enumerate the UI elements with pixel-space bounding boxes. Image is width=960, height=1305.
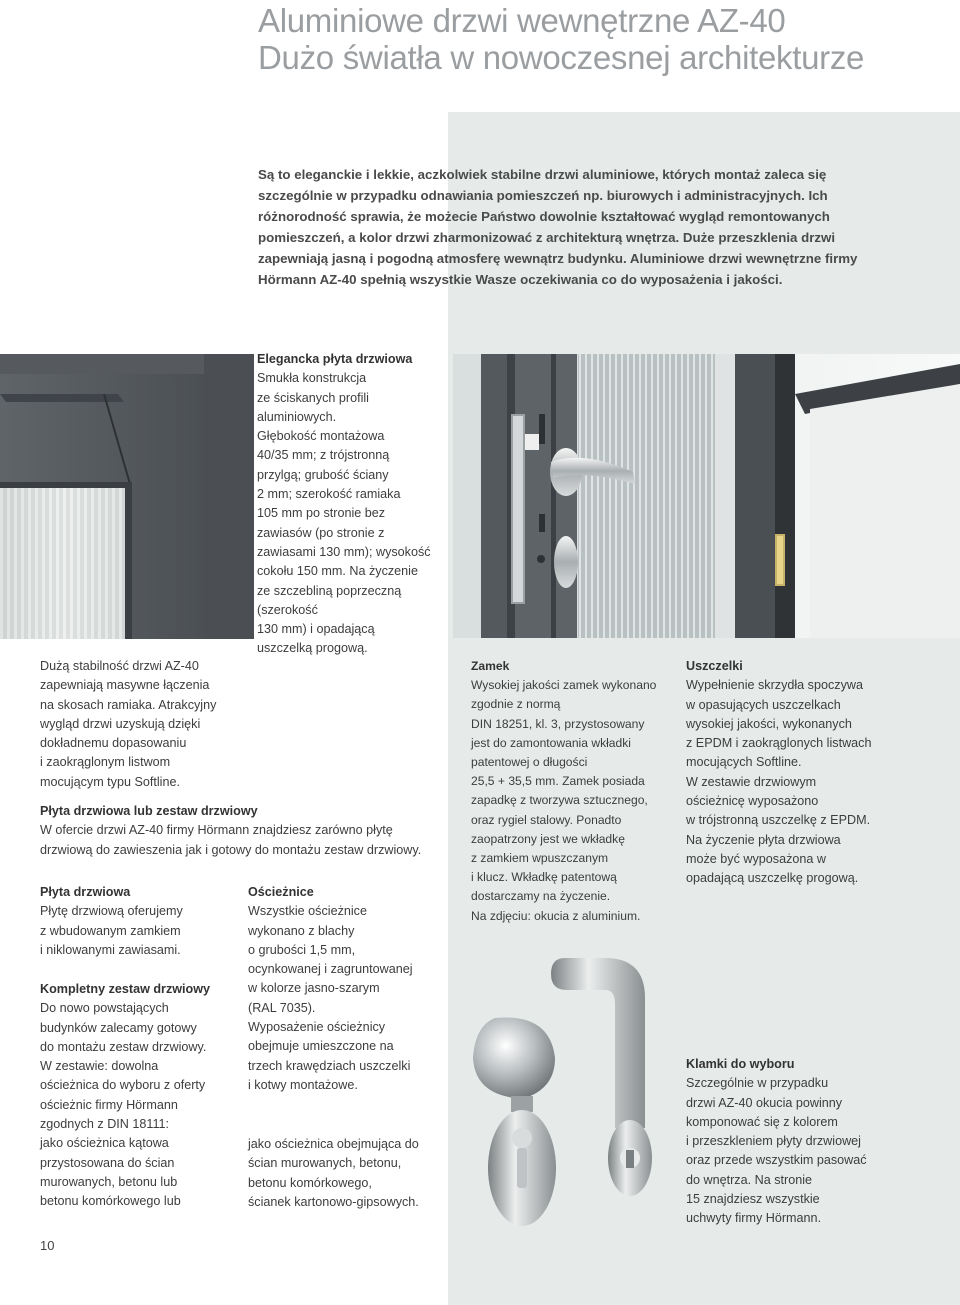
oscieznice-continued (248, 1135, 453, 1212)
title-line-1: Aluminiowe drzwi wewnętrzne AZ-40 (258, 2, 786, 39)
uszczelki-line: z EPDM i zaokrąglonych listwach (686, 736, 872, 751)
stabilnosc-caption (40, 657, 245, 792)
uszczelki-line: W zestawie drzwiowym (686, 774, 817, 789)
zamek-line: Wysokiej jakości zamek wykonano (471, 678, 657, 693)
oscieznice-line: (RAL 7035). (248, 1000, 316, 1015)
zamek-line: zaopatrzony jest we wkładkę (471, 831, 625, 846)
zamek-line: i klucz. Wkładkę patentową (471, 870, 617, 885)
kompletny-line: ościeżnic firmy Hörmann (40, 1097, 178, 1112)
oscieznice-line: Wszystkie ościeżnice (248, 904, 367, 919)
zamek-line: patentowej o długości (471, 755, 588, 770)
elegancka-line: zawiasów (po stronie z (257, 525, 385, 540)
elegancka-line: cokołu 150 mm. Na życzenie (257, 564, 418, 579)
klamki-line: komponować się z kolorem (686, 1114, 838, 1129)
uszczelki-line: w trójstronną uszczelkę z EPDM. (686, 813, 871, 828)
zestaw-line: W ofercie drzwi AZ-40 firmy Hörmann znajdziesz zarówno płytę (40, 823, 393, 838)
uszczelki-section (686, 657, 896, 889)
uszczelki-line: Wypełnienie skrzydła spoczywa (686, 678, 863, 693)
plyta-section (40, 883, 240, 960)
klamki-line: do wnętrza. Na stronie (686, 1172, 812, 1187)
zamek-line: 25,5 + 35,5 mm. Zamek posiada (471, 774, 645, 789)
stabilnosc-line: wygląd drzwi uzyskują dzięki (40, 716, 201, 731)
kompletny-line: przystosowana do ścian (40, 1155, 175, 1170)
zamek-line: z zamkiem wpuszczanym (471, 851, 609, 866)
elegancka-line: (szerokość (257, 602, 318, 617)
zamek-heading: Zamek (471, 659, 510, 673)
klamki-section (686, 1055, 896, 1229)
elegancka-line: przylgą; grubość ściany (257, 467, 389, 482)
uszczelki-heading: Uszczelki (686, 659, 743, 673)
intro-paragraph: Są to eleganckie i lekkie, aczkolwiek stabilne drzwi aluminiowe, których montaż zaleca się szczególnie w przypadku odnawiania pomieszczeń np. biurowych i administracyjnych. Ich różnorodność sprawia, że możecie Państwo dowolnie kształtować wygląd remontowanych pomieszczeń, a kolor drzwi zharmonizować z architekturą wnętrza. Duże przeszklenia drzwi zapewniają jasną i pogodną atmosferę wewnątrz budynku. Aluminiowe drzwi wewnętrzne firmy Hörmann AZ-40 spełnią wszystkie Wasze oczekiwania co do wyposażenia i jakości. (258, 167, 858, 287)
kompletny-line: do montażu zestaw drzwiowy. (40, 1039, 207, 1054)
kompletny-line: jako ościeżnica kątowa (40, 1136, 169, 1151)
zamek-line: Na zdjęciu: okucia z aluminium. (471, 908, 641, 923)
zamek-line: dostarczamy na życzenie. (471, 889, 611, 904)
kompletny-line: budynków zalecamy gotowy (40, 1020, 197, 1035)
elegancka-line: Głębokość montażowa (257, 429, 385, 444)
frame-hinge-photo (715, 354, 960, 638)
elegancka-heading: Elegancka płyta drzwiowa (257, 352, 413, 366)
plyta-line: i niklowanymi zawiasami. (40, 942, 181, 957)
oscieznice-line: wykonano z blachy (248, 923, 355, 938)
klamki-line: i przeszkleniem płyty drzwiowej (686, 1134, 861, 1149)
kompletny-section (40, 980, 240, 1212)
plyta-line: z wbudowanym zamkiem (40, 923, 181, 938)
zestaw-heading: Płyta drzwiowa lub zestaw drzwiowy (40, 804, 258, 818)
kompletny-line: ościeżnica do wyboru z oferty (40, 1078, 206, 1093)
elegancka-plyta-section (257, 350, 457, 659)
elegancka-line: uszczelką progową. (257, 641, 368, 656)
kompletny-line: W zestawie: dowolna (40, 1059, 159, 1074)
klamki-line: drzwi AZ-40 okucia powinny (686, 1095, 843, 1110)
page-title (258, 2, 864, 76)
door-frame-corner-photo (0, 354, 254, 639)
zamek-line: oraz rygiel stalowy. Ponadto (471, 812, 622, 827)
elegancka-line: ze szczebliną poprzeczną (257, 583, 402, 598)
oscieznice-line: trzech krawędziach uszczelki (248, 1058, 411, 1073)
oscieznice-line: betonu komórkowego, (248, 1175, 372, 1190)
elegancka-line: aluminiowych. (257, 409, 337, 424)
stabilnosc-line: Dużą stabilność drzwi AZ-40 (40, 659, 199, 673)
oscieznice-line: ścianek kartonowo-gipsowych. (248, 1194, 419, 1209)
klamki-line: Szczególnie w przypadku (686, 1076, 829, 1091)
elegancka-line: zawiasami 130 mm); wysokość (257, 544, 431, 559)
oscieznice-line: ocynkowanej i zagruntowanej (248, 962, 413, 977)
title-line-2: Dużo światła w nowoczesnej architekturze (258, 39, 865, 76)
elegancka-line: 130 mm) i opadającą (257, 622, 375, 637)
zamek-line: jest do zamontowania wkładki (471, 735, 631, 750)
stabilnosc-line: i zaokrąglonym listwom (40, 755, 171, 770)
uszczelki-line: w opasujących uszczelkach (686, 697, 841, 712)
elegancka-line: 2 mm; szerokość ramiaka (257, 487, 401, 502)
kompletny-line: betonu komórkowego lub (40, 1194, 181, 1209)
stabilnosc-line: na skosach ramiaka. Atrakcyjny (40, 697, 217, 712)
zamek-section (471, 657, 681, 926)
oscieznice-line: i kotwy montażowe. (248, 1077, 358, 1092)
uszczelki-line: wysokiej jakości, wykonanych (686, 716, 852, 731)
stabilnosc-line: dokładnemu dopasowaniu (40, 736, 187, 751)
plyta-heading: Płyta drzwiowa (40, 885, 131, 899)
plyta-line: Płytę drzwiową oferujemy (40, 904, 183, 919)
klamki-line: 15 znajdziesz wszystkie (686, 1192, 820, 1207)
zamek-line: zapadkę z tworzywa sztucznego, (471, 793, 648, 808)
elegancka-line: ze ściskanych profili (257, 390, 369, 405)
elegancka-line: 105 mm po stronie bez (257, 506, 386, 521)
zamek-line: zgodnie z normą (471, 697, 561, 712)
oscieznice-line: obejmuje umieszczone na (248, 1039, 394, 1054)
oscieznice-line: o grubości 1,5 mm, (248, 942, 356, 957)
kompletny-line: Do nowo powstających (40, 1001, 169, 1016)
oscieznice-line: w kolorze jasno-szarym (248, 981, 380, 996)
uszczelki-line: ościeżnicę wyposażono (686, 794, 819, 809)
uszczelki-line: opadającą uszczelkę progową. (686, 871, 859, 886)
page-number: 10 (40, 1238, 55, 1253)
klamki-line: uchwyty firmy Hörmann. (686, 1211, 822, 1226)
stabilnosc-line: zapewniają masywne łączenia (40, 678, 210, 693)
stabilnosc-line: mocującym typu Softline. (40, 774, 180, 789)
klamki-heading: Klamki do wyboru (686, 1057, 795, 1071)
oscieznice-heading: Ościeżnice (248, 885, 314, 899)
handles-photo (455, 918, 685, 1248)
elegancka-line: Smukła konstrukcja (257, 371, 367, 386)
oscieznice-section (248, 883, 453, 1095)
oscieznice-line: jako ościeżnica obejmująca do (248, 1137, 419, 1151)
zamek-line: DIN 18251, kl. 3, przystosowany (471, 716, 645, 731)
klamki-line: oraz przede wszystkim pasować (686, 1153, 867, 1168)
elegancka-line: 40/35 mm; z trójstronną (257, 448, 390, 463)
oscieznice-line: ścian murowanych, betonu, (248, 1156, 402, 1171)
kompletny-line: murowanych, betonu lub (40, 1174, 178, 1189)
zestaw-section (40, 802, 460, 860)
oscieznice-line: Wyposażenie ościeżnicy (248, 1020, 386, 1035)
kompletny-line: zgodnych z DIN 18111: (40, 1117, 170, 1132)
kompletny-heading: Kompletny zestaw drzwiowy (40, 982, 211, 996)
uszczelki-line: może być wyposażona w (686, 851, 826, 866)
uszczelki-line: Na życzenie płyta drzwiowa (686, 832, 841, 847)
uszczelki-line: mocujących Softline. (686, 755, 802, 770)
zestaw-line: drzwiową do zawieszenia jak i gotowy do montażu zestaw drzwiowy. (40, 842, 422, 857)
